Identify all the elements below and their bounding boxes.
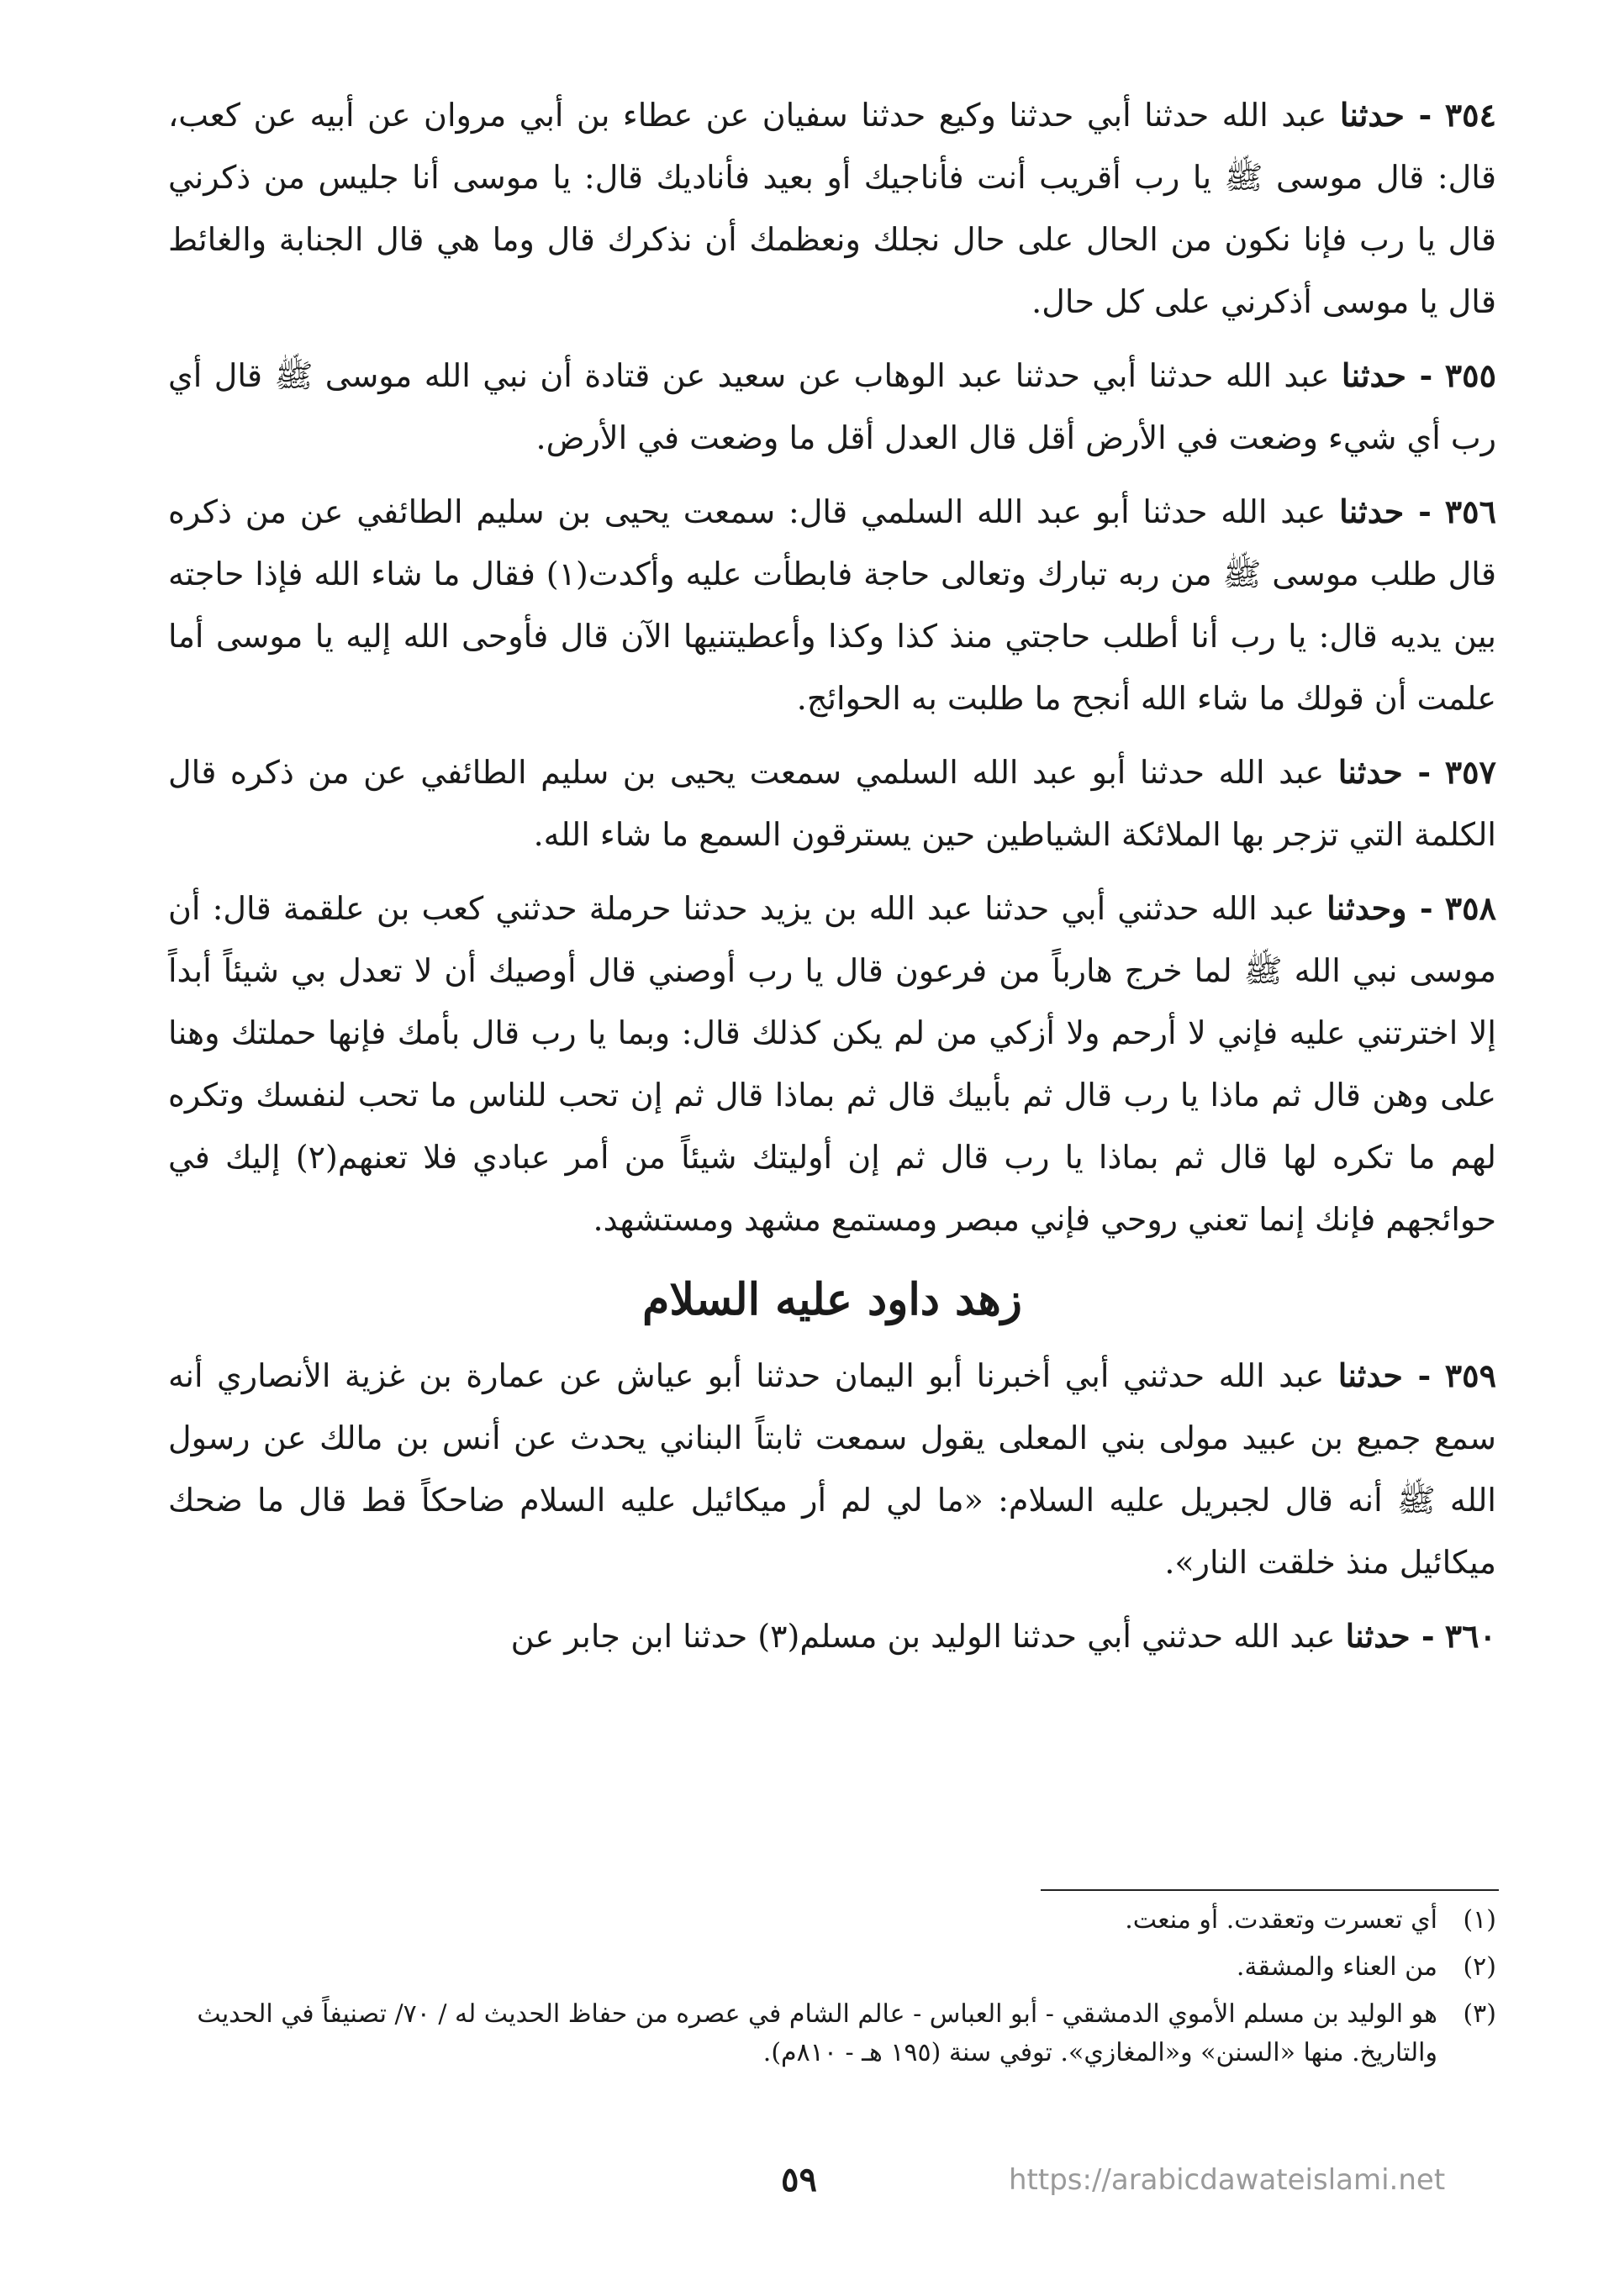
hadith-357: ٣٥٧ - حدثنا عبد الله حدثنا أبو عبد الله السلمي سمعت يحيى بن سليم الطائفي عن من ذكره قال الكلمة التي تزجر بها الملائكة الشياطين حين يسترقون السمع ما شاء الله. <box>168 753 1496 853</box>
hadith-lead: حدثنا <box>1345 1617 1411 1655</box>
hadith-lead: حدثنا <box>1339 492 1405 530</box>
footnote <box>168 1995 1496 2072</box>
hadith-360: ٣٦٠ - حدثنا عبد الله حدثني أبي حدثنا الوليد بن مسلم(٣) حدثنا ابن جابر عن <box>510 1617 1496 1655</box>
hadith-text: عبد الله حدثنا أبو عبد الله السلمي قال: سمعت يحيى بن سليم الطائفي عن من ذكره قال طلب موسى ﷺ من ربه تبارك وتعالى حاجة فابطأت عليه وأكدت(١) فقال ما شاء الله فإذا حاجته بين يديه قال: يا رب أنا أطلب حاجتي منذ كذا وكذا وأعطيتنيها الآن قال فأوحى الله إليه يا موسى أما علمت أن قولك ما شاء الله أنجح ما طلبت به الحوائج. <box>168 493 1496 717</box>
footnote-text: من العناء والمشقة. <box>1236 1952 1437 1982</box>
hadith-lead: حدثنا <box>1341 356 1406 394</box>
hadith-354: ٣٥٤ - حدثنا عبد الله حدثنا أبي حدثنا وكيع حدثنا سفيان عن عطاء بن أبي مروان عن أبيه عن كعب، قال: قال موسى ﷺ يا رب أقريب أنت فأناجيك أو بعيد فأناديك قال: يا موسى أنا جليس من ذكرني قال يا رب فإنا نكون من الحال على حال نجلك ونعظمك أن نذكرك قال وما هي قال الجنابة والغائط قال يا موسى أذكرني على كل حال. <box>168 96 1496 320</box>
section-title: زهد داود عليه السلام <box>642 1274 1022 1325</box>
footnote <box>168 1948 1496 1987</box>
hadith-lead: حدثنا <box>1339 96 1405 134</box>
hadith-lead: حدثنا <box>1337 753 1403 791</box>
hadith-number: ٣٥٧ <box>1444 753 1496 791</box>
hadith-number: ٣٥٦ <box>1444 492 1496 530</box>
hadith-lead: وحدثنا <box>1326 889 1407 927</box>
footnotes <box>168 1901 1496 2081</box>
hadith-number: ٣٥٨ <box>1444 889 1496 927</box>
hadith-356: ٣٥٦ - حدثنا عبد الله حدثنا أبو عبد الله السلمي قال: سمعت يحيى بن سليم الطائفي عن من ذكره قال طلب موسى ﷺ من ربه تبارك وتعالى حاجة فابطأت عليه وأكدت(١) فقال ما شاء الله فإذا حاجته بين يديه قال: يا رب أنا أطلب حاجتي منذ كذا وكذا وأعطيتنيها الآن قال فأوحى الله إليه يا موسى أما علمت أن قولك ما شاء الله أنجح ما طلبت به الحوائج. <box>168 492 1496 717</box>
footnote-text: أي تعسرت وتعقدت. أو منعت. <box>1125 1905 1437 1935</box>
footnote <box>168 1901 1496 1940</box>
hadith-text: عبد الله حدثنا أبي حدثنا عبد الوهاب عن سعيد عن قتادة أن نبي الله موسى ﷺ قال أي رب أي شيء وضعت في الأرض أقل قال العدل أقل ما وضعت في الأرض. <box>168 357 1496 456</box>
hadith-lead: حدثنا <box>1337 1356 1403 1394</box>
hadith-text: عبد الله حدثنا أبو عبد الله السلمي سمعت يحيى بن سليم الطائفي عن من ذكره قال الكلمة التي تزجر بها الملائكة الشياطين حين يسترقون السمع ما شاء الله. <box>168 754 1496 853</box>
hadith-359: ٣٥٩ - حدثنا عبد الله حدثني أبي أخبرنا أبو اليمان حدثنا أبو عياش عن عمارة بن غزية الأنصاري أنه سمع جميع بن عبيد مولى بني المعلى يقول سمعت ثابتاً البناني يحدث عن أنس بن مالك عن رسول الله ﷺ أنه قال لجبريل عليه السلام: «ما لي لم أر ميكائيل عليه السلام ضاحكاً قط قال ما ضحك ميكائيل منذ خلقت النار». <box>168 1356 1496 1581</box>
hadith-number: ٣٥٤ <box>1444 96 1496 134</box>
hadith-number: ٣٥٩ <box>1444 1356 1496 1394</box>
footnote-mark: (١) <box>1463 1905 1496 1935</box>
hadith-text: عبد الله حدثنا أبي حدثنا وكيع حدثنا سفيان عن عطاء بن أبي مروان عن أبيه عن كعب، قال: قال موسى ﷺ يا رب أقريب أنت فأناجيك أو بعيد فأناديك قال: يا موسى أنا جليس من ذكرني قال يا رب فإنا نكون من الحال على حال نجلك ونعظمك أن نذكرك قال وما هي قال الجنابة والغائط قال يا موسى أذكرني على كل حال. <box>168 97 1496 320</box>
watermark-url: https://arabicdawateislami.net <box>1009 2163 1446 2197</box>
footnote-text: هو الوليد بن مسلم الأموي الدمشقي - أبو العباس - عالم الشام في عصره من حفاظ الحديث له / ٧٠/ تصنيفاً في الحديث والتاريخ. منها «السنن» و«المغازي». توفي سنة (١٩٥ هـ - ٨١٠م). <box>197 1999 1437 2067</box>
main-text <box>168 84 1496 1679</box>
hadith-355: ٣٥٥ - حدثنا عبد الله حدثنا أبي حدثنا عبد الوهاب عن سعيد عن قتادة أن نبي الله موسى ﷺ قال أي رب أي شيء وضعت في الأرض أقل قال العدل أقل ما وضعت في الأرض. <box>168 356 1496 456</box>
hadith-text: عبد الله حدثني أبي حدثنا عبد الله بن يزيد حدثنا حرملة حدثني كعب بن علقمة قال: أن موسى نبي الله ﷺ لما خرج هارباً من فرعون قال يا رب أوصني قال أوصيك أن لا تعدل بي شيئاً أبداً إلا اخترتني عليه فإني لا أرحم ولا أزكي من لم يكن كذلك قال: وبما يا رب قال بأمك فإنها حملتك وهنا على وهن قال ثم ماذا يا رب قال ثم بأبيك قال ثم بماذا قال ثم إن تحب للناس ما تحب لنفسك وتكره لهم ما تكره لها قال ثم بماذا يا رب قال ثم إن أوليتك شيئاً من أمر عبادي فلا تعنهم(٢) إليك في حوائجهم فإنك إنما تعني روحي فإني مبصر ومستمع مشهد ومستشهد. <box>168 890 1496 1238</box>
hadith-text: عبد الله حدثني أبي أخبرنا أبو اليمان حدثنا أبو عياش عن عمارة بن غزية الأنصاري أنه سمع جميع بن عبيد مولى بني المعلى يقول سمعت ثابتاً البناني يحدث عن أنس بن مالك عن رسول الله ﷺ أنه قال لجبريل عليه السلام: «ما لي لم أر ميكائيل عليه السلام ضاحكاً قط قال ما ضحك ميكائيل منذ خلقت النار». <box>168 1357 1496 1581</box>
hadith-358: ٣٥٨ - وحدثنا عبد الله حدثني أبي حدثنا عبد الله بن يزيد حدثنا حرملة حدثني كعب بن علقمة قال: أن موسى نبي الله ﷺ لما خرج هارباً من فرعون قال يا رب أوصني قال أوصيك أن لا تعدل بي شيئاً أبداً إلا اخترتني عليه فإني لا أرحم ولا أزكي من لم يكن كذلك قال: وبما يا رب قال بأمك فإنها حملتك وهنا على وهن قال ثم ماذا يا رب قال ثم بأبيك قال ثم بماذا قال ثم إن تحب للناس ما تحب لنفسك وتكره لهم ما تكره لها قال ثم بماذا يا رب قال ثم إن أوليتك شيئاً من أمر عبادي فلا تعنهم(٢) إليك في حوائجهم فإنك إنما تعني روحي فإني مبصر ومستمع مشهد ومستشهد. <box>168 889 1496 1238</box>
hadith-number: ٣٥٥ <box>1444 356 1496 394</box>
page-number: ٥٩ <box>781 2160 817 2199</box>
footnote-mark: (٣) <box>1463 1999 1496 2029</box>
hadith-number: ٣٦٠ <box>1444 1617 1496 1655</box>
footnote-divider <box>1041 1889 1499 1891</box>
footnote-mark: (٢) <box>1463 1952 1496 1982</box>
hadith-text: عبد الله حدثني أبي حدثنا الوليد بن مسلم(٣) حدثنا ابن جابر عن <box>510 1618 1336 1655</box>
